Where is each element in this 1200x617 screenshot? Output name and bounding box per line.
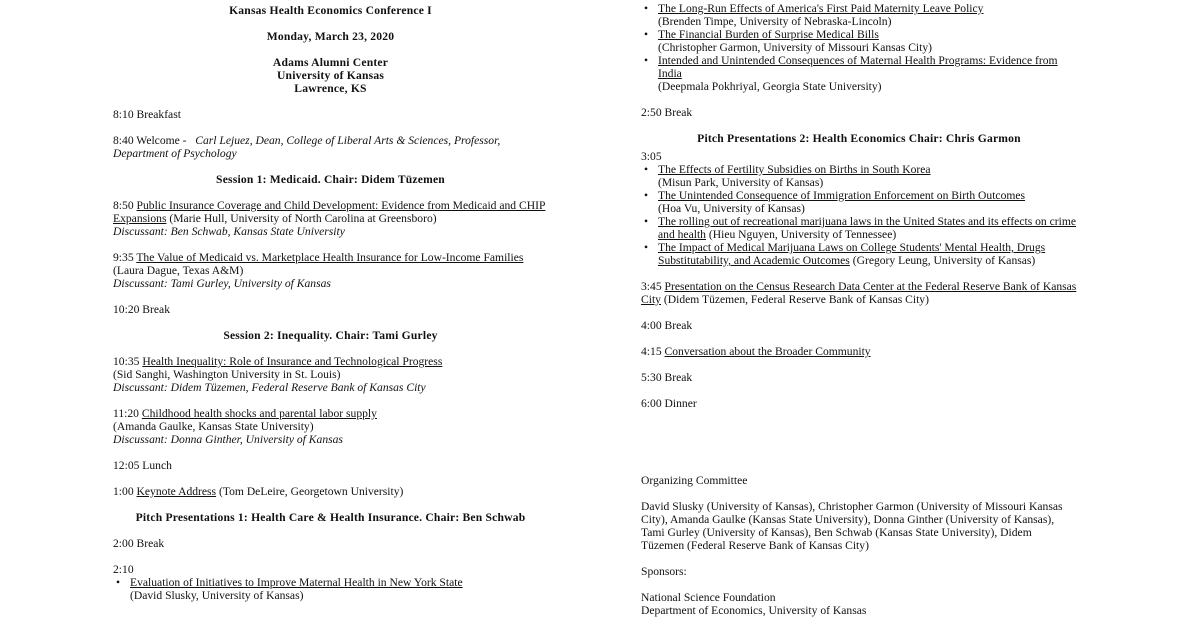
right-column [641,0,1077,617]
pitch1-item-author: (Deepmala Pokhriyal, Georgia State University) [658,80,882,93]
pitch1-item-title-link[interactable]: The Financial Burden of Surprise Medical Bills [658,28,879,41]
pitch1-item-title-link[interactable]: Intended and Unintended Consequences of Maternal Health Programs: Evidence from India [658,54,1058,80]
pitch1-heading: Pitch Presentations 1: Health Care & Health Insurance. Chair: Ben Schwab [135,511,526,524]
s1-talk2-time: 9:35 [113,251,134,264]
census-item [641,280,1077,306]
keynote-time: 1:00 [113,485,134,498]
pitch2-item-title-link[interactable]: The Unintended Consequence of Immigration Enforcement on Birth Outcomes [658,189,1026,202]
list-item [658,189,1077,215]
s2-talk1-title-link[interactable]: Health Inequality: Role of Insurance and Technological Progress [142,355,443,368]
welcome-speaker: Carl Lejuez, Dean, College of Liberal Arts & Sciences, Professor, Department of Psychology [113,134,501,160]
s2-talk1-time: 10:35 [113,355,140,368]
conversation-title-link[interactable]: Conversation about the Broader Community [664,345,871,358]
pitch2-item-title-link[interactable]: The rolling out of recreational marijuana laws in the United States and its effects on crime and health [658,215,1076,241]
s2-talk2 [113,407,548,446]
break-1020: 10:20 Break [113,303,170,316]
pitch1-list [113,576,548,602]
list-item [658,241,1077,267]
list-item [658,163,1077,189]
venue-city: Lawrence, KS [294,82,367,95]
pitch2-heading: Pitch Presentations 2: Health Economics Chair: Chris Garmon [697,132,1021,145]
s1-talk2-discussant: Discussant: Tami Gurley, University of Kansas [113,277,331,290]
sponsors-label: Sponsors: [641,565,687,578]
conference-date: Monday, March 23, 2020 [266,30,395,43]
census-author: (Didem Tüzemen, Federal Reserve Bank of Kansas City) [663,293,929,306]
pitch1-time: 2:10 [113,563,134,576]
keynote-title-link[interactable]: Keynote Address [136,485,217,498]
s2-talk1-discussant: Discussant: Didem Tüzemen, Federal Reserve Bank of Kansas City [113,381,426,394]
break-200: 2:00 Break [113,537,165,550]
keynote-author: (Tom DeLeire, Georgetown University) [218,485,404,498]
s1-talk1 [113,199,548,238]
census-title-link[interactable]: Presentation on the Census Research Data Center at the Federal Reserve Bank of Kansas City [641,280,1077,306]
list-item [658,2,1077,28]
venue-university: University of Kansas [276,69,385,82]
break-250: 2:50 Break [641,106,693,119]
s2-talk2-time: 11:20 [113,407,139,420]
pitch1-item-title-link[interactable]: The Long-Run Effects of America's First Paid Maternity Leave Policy [658,2,984,15]
s1-talk1-time: 8:50 [113,199,134,212]
keynote-item [113,485,548,498]
break-400: 4:00 Break [641,319,693,332]
s1-talk2 [113,251,548,290]
pitch2-item-title-link[interactable]: The Effects of Fertility Subsidies on Births in South Korea [658,163,931,176]
pitch2-item-author: (Hoa Vu, University of Kansas) [658,202,805,215]
pitch1-item-title-link[interactable]: Evaluation of Initiatives to Improve Maternal Health in New York State [130,576,463,589]
session1-heading: Session 1: Medicaid. Chair: Didem Tüzemen [216,173,445,186]
breakfast-item: 8:10 Breakfast [113,108,181,121]
break-530: 5:30 Break [641,371,693,384]
conversation-time: 4:15 [641,345,662,358]
pitch2-list [641,163,1077,267]
left-column [113,0,548,602]
pitch2-time: 3:05 [641,150,662,163]
s1-talk2-title-link[interactable]: The Value of Medicaid vs. Marketplace Health Insurance for Low-Income Families [136,251,524,264]
s1-talk1-title-link[interactable]: Public Insurance Coverage and Child Development: Evidence from Medicaid and CHIP Expansions [113,199,546,225]
committee-label: Organizing Committee [641,474,748,487]
pitch1-item-author: (David Slusky, University of Kansas) [130,589,304,602]
list-item [130,576,548,602]
venue-name: Adams Alumni Center [272,56,389,69]
s2-talk2-author: (Amanda Gaulke, Kansas State University) [113,420,314,433]
conference-title: Kansas Health Economics Conference I [229,4,432,17]
lunch-item: 12:05 Lunch [113,459,172,472]
pitch1-list-continued [641,2,1077,93]
pitch2-item-author: (Misun Park, University of Kansas) [658,176,824,189]
s2-talk2-title-link[interactable]: Childhood health shocks and parental labor supply [141,407,377,420]
s2-talk1-author: (Sid Sanghi, Washington University in St. Louis) [113,368,341,381]
s1-talk1-discussant: Discussant: Ben Schwab, Kansas State University [113,225,345,238]
list-item [658,54,1077,93]
pitch2-item-title-link[interactable]: The Impact of Medical Marijuana Laws on College Students' Mental Health, Drugs Substitutability, and Academic Outcomes [658,241,1046,267]
session2-heading: Session 2: Inequality. Chair: Tami Gurley [223,329,438,342]
pitch2-item-author: (Gregory Leung, University of Kansas) [852,254,1036,267]
pitch2-item-author: (Hieu Nguyen, University of Tennessee) [708,228,897,241]
conversation-item [641,345,1077,358]
census-time: 3:45 [641,280,662,293]
sponsor-nsf: National Science Foundation [641,591,776,604]
welcome-item [113,134,548,160]
s1-talk2-author: (Laura Dague, Texas A&M) [113,264,244,277]
committee-members: David Slusky (University of Kansas), Christopher Garmon (University of Missouri Kansas City), Amanda Gaulke (Kansas State University), Donna Ginther (University of Kansas), Tami Gurley (University of Kansas), Ben Schwab (Kansas State University), Didem Tüzemen (Federal Reserve Bank of Kansas City) [641,500,1063,552]
list-item [658,215,1077,241]
dinner-item: 6:00 Dinner [641,397,697,410]
s2-talk1 [113,355,548,394]
s1-talk1-author: (Marie Hull, University of North Carolina at Greensboro) [169,212,437,225]
list-item [658,28,1077,54]
welcome-time: 8:40 Welcome - [113,134,187,147]
sponsor-ku-econ: Department of Economics, University of Kansas [641,604,867,617]
s2-talk2-discussant: Discussant: Donna Ginther, University of Kansas [113,433,343,446]
pitch1-item-author: (Brenden Timpe, University of Nebraska-Lincoln) [658,15,892,28]
pitch1-item-author: (Christopher Garmon, University of Missouri Kansas City) [658,41,933,54]
